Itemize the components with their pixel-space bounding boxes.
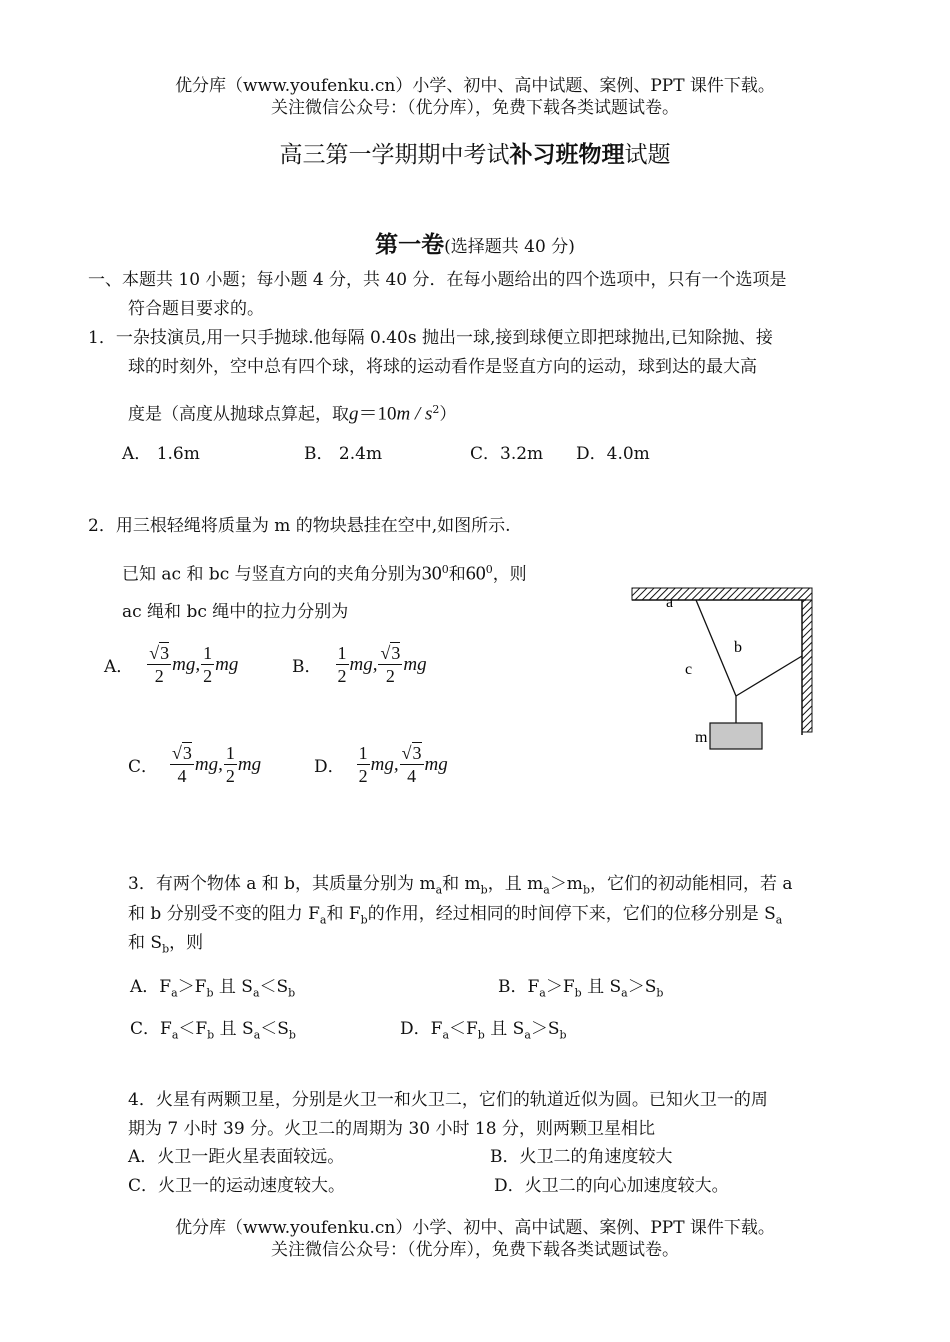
mg-term: mg — [172, 653, 196, 675]
mass-block — [710, 723, 762, 749]
subscript: b — [207, 1028, 215, 1042]
q1-option-c — [470, 442, 543, 466]
section-line-2: 符合题目要求的。 — [128, 299, 264, 319]
wall — [802, 600, 812, 732]
text: ＜F — [178, 1019, 208, 1039]
text: ，且 m — [487, 874, 544, 894]
option-value: 3.2m — [500, 444, 544, 464]
root-symbol: √ — [380, 643, 391, 663]
rope-diagram — [626, 580, 826, 760]
mg-term: mg — [424, 753, 448, 775]
root-symbol: √ — [149, 643, 160, 663]
option-label: A． — [104, 657, 134, 677]
q3-option-d — [400, 1017, 567, 1047]
subscript: b — [288, 986, 296, 1000]
option-label: D． — [494, 1176, 525, 1196]
text: F — [430, 1019, 443, 1039]
option-label: B． — [490, 1147, 520, 1167]
q4-line-1: 4．火星有两颗卫星，分别是火卫一和火卫二，它们的轨道近似为圆。已知火卫一的周 — [128, 1090, 768, 1110]
numerator: 1 — [203, 643, 213, 663]
volume-heading — [0, 226, 950, 259]
formula-g: g — [349, 403, 359, 425]
fraction — [357, 742, 370, 787]
denominator: 2 — [154, 666, 164, 686]
text: 且 S — [214, 1019, 254, 1039]
title-part-1: 高三第一学期期中考试 — [279, 142, 510, 168]
option-label: B． — [292, 657, 322, 677]
volume-note: (选择题共 40 分) — [444, 237, 575, 257]
q1-line-3-end: ） — [439, 404, 457, 425]
footer-line-2: 关注微信公众号：（优分库），免费下载各类试题试卷。 — [271, 1240, 679, 1260]
text: F — [160, 1019, 172, 1039]
q1-option-d — [576, 442, 650, 466]
text: 的作用，经过相同的时间停下来，它们的位移分别是 S — [367, 904, 776, 924]
ceiling — [632, 588, 812, 600]
label-b: b — [734, 639, 742, 656]
fraction — [201, 642, 214, 687]
comma: , — [393, 753, 399, 775]
numerator: 1 — [225, 743, 235, 763]
text: 和 S — [128, 933, 163, 953]
subscript: a — [171, 986, 178, 1000]
rope-bc — [736, 656, 802, 696]
denominator: 4 — [407, 766, 417, 786]
subscript: a — [524, 1028, 531, 1042]
q2-line-2 — [122, 558, 527, 587]
fraction — [336, 642, 349, 687]
sqrt — [380, 642, 400, 664]
text: 且 S — [213, 977, 253, 997]
subscript: b — [288, 1028, 296, 1042]
subscript: a — [621, 986, 628, 1000]
fraction — [147, 642, 171, 687]
sqrt — [172, 742, 192, 764]
denominator: 2 — [385, 666, 395, 686]
label-c: c — [685, 661, 693, 678]
text: ＞m — [549, 874, 583, 894]
subscript: b — [162, 942, 170, 956]
radicand: 3 — [160, 643, 170, 663]
comma: , — [218, 753, 223, 775]
text: 且 S — [581, 977, 622, 997]
option-label: C． — [130, 1019, 161, 1039]
radicand: 3 — [182, 743, 192, 763]
and-text: 和 — [448, 564, 466, 585]
subscript: a — [171, 1028, 179, 1042]
root-symbol: √ — [172, 743, 182, 763]
sqrt — [149, 642, 169, 664]
option-label: C． — [470, 444, 501, 464]
radicand: 3 — [412, 743, 422, 763]
option-label: A． — [122, 444, 152, 464]
q1-line-3 — [128, 398, 456, 427]
formula-sup: 2 — [432, 403, 440, 416]
q2-option-c — [128, 742, 261, 787]
option-label: A． — [130, 977, 160, 997]
sqrt — [402, 742, 422, 764]
q1-option-a — [122, 442, 200, 466]
angle-60: 60 — [465, 562, 486, 585]
degree-mark: 0 — [485, 563, 493, 576]
option-text: 火卫一距火星表面较远。 — [157, 1147, 345, 1167]
q4-option-d — [494, 1174, 729, 1198]
subscript: a — [543, 883, 550, 897]
numerator: 1 — [337, 643, 347, 663]
angle-30: 30 — [421, 562, 442, 585]
section-line-1: 一、本题共 10 小题；每小题 4 分，共 40 分．在每小题给出的四个选项中，只有一个选项是 — [88, 270, 787, 290]
text: ，它们的初动能相同，若 a — [589, 874, 793, 894]
rope-ac — [696, 600, 736, 696]
subscript: b — [206, 986, 214, 1000]
subscript: b — [360, 913, 368, 927]
text: ，则 — [169, 933, 204, 953]
header-line-2: 关注微信公众号：（优分库），免费下载各类试题试卷。 — [271, 98, 679, 118]
fraction — [224, 742, 237, 787]
subscript: a — [435, 883, 443, 897]
text: ＞S — [530, 1019, 560, 1039]
mg-term: mg — [194, 753, 219, 775]
option-label: D． — [576, 444, 607, 464]
header-line-1: 优分库（www.youfenku.cn）小学、初中、高中试题、案例、PPT 课件下载。 — [175, 76, 775, 96]
option-value: 2.4m — [338, 444, 383, 464]
text: F — [527, 977, 540, 997]
q3-option-c — [130, 1017, 296, 1047]
q1-line-1: 1．一杂技演员,用一只手抛球.他每隔 0.40s 抛出一球,接到球便立即把球抛出,已知除抛、接 — [88, 328, 773, 348]
title-part-3: 试题 — [624, 142, 671, 168]
fraction — [378, 642, 402, 687]
q2-option-b — [292, 642, 427, 687]
option-label: C． — [128, 757, 159, 777]
mg-term: mg — [215, 653, 239, 675]
text: ＞S — [627, 977, 657, 997]
q4-line-2: 期为 7 小时 39 分。火卫二的周期为 30 小时 18 分，则两颗卫星相比 — [128, 1119, 655, 1139]
q2-option-a — [104, 642, 238, 687]
q4-option-b — [490, 1145, 673, 1169]
fraction — [400, 742, 424, 787]
text: 且 S — [484, 1019, 525, 1039]
degree-mark: 0 — [441, 563, 449, 576]
subscript: b — [656, 986, 664, 1000]
subscript: b — [480, 883, 488, 897]
text: 和 b 分别受不变的阻力 F — [128, 904, 320, 924]
radicand: 3 — [391, 643, 401, 663]
subscript: a — [775, 913, 783, 927]
label-m: m — [695, 729, 708, 746]
q2-option-d — [314, 742, 448, 787]
q3-line-1 — [128, 872, 793, 902]
root-symbol: √ — [401, 743, 412, 763]
q3-option-a — [130, 975, 295, 1005]
title-part-2: 补习班物理 — [509, 141, 625, 168]
text: ＜F — [449, 1019, 478, 1039]
q1-line-2: 球的时刻外，空中总有四个球，将球的运动看作是竖直方向的运动，球到达的最大高 — [128, 357, 757, 377]
mg-term: mg — [237, 753, 262, 775]
option-label: A． — [128, 1147, 158, 1167]
option-text: 火卫二的角速度较大 — [519, 1147, 673, 1167]
subscript: b — [574, 986, 582, 1000]
denominator: 4 — [177, 766, 187, 786]
q3-option-b — [498, 975, 663, 1005]
label-a: a — [666, 594, 674, 611]
numerator: 1 — [358, 743, 368, 763]
subscript: a — [253, 1028, 261, 1042]
subscript: a — [319, 913, 327, 927]
text: ＞F — [177, 977, 207, 997]
subscript: b — [477, 1028, 485, 1042]
q3-line-3 — [128, 931, 203, 961]
denominator: 2 — [203, 666, 213, 686]
formula-eq: ＝10 — [358, 403, 397, 425]
text: F — [159, 977, 172, 997]
subscript: b — [559, 1028, 567, 1042]
subscript: a — [539, 986, 546, 1000]
q2-line-1: 2．用三根轻绳将质量为 m 的物块悬挂在空中,如图所示. — [88, 516, 511, 536]
comma: , — [372, 653, 378, 675]
text: ＜S — [259, 977, 289, 997]
subscript: a — [252, 986, 260, 1000]
denominator: 2 — [358, 766, 368, 786]
mg-term: mg — [370, 753, 394, 775]
q2-line-2-end: ，则 — [492, 564, 527, 585]
mg-term: mg — [349, 653, 373, 675]
footer-line-1: 优分库（www.youfenku.cn）小学、初中、高中试题、案例、PPT 课件下载。 — [175, 1218, 775, 1238]
subscript: a — [442, 1028, 449, 1042]
q4-option-a — [128, 1145, 344, 1169]
text: 和 F — [326, 904, 361, 924]
option-label: B． — [304, 444, 334, 464]
comma: , — [195, 653, 201, 675]
q1-option-b — [304, 442, 382, 466]
formula-ms: m / s — [396, 403, 433, 425]
option-label: B． — [498, 977, 528, 997]
option-label: C． — [128, 1176, 159, 1196]
q1-line-3-text: 度是（高度从抛球点算起，取 — [128, 404, 349, 425]
option-text: 火卫二的向心加速度较大。 — [524, 1176, 729, 1196]
q2-line-2-text: 已知 ac 和 bc 与竖直方向的夹角分别为 — [122, 564, 422, 585]
mg-term: mg — [403, 653, 427, 675]
denominator: 2 — [225, 766, 235, 786]
fraction — [170, 742, 194, 787]
option-label: D． — [400, 1019, 431, 1039]
q3-line-2 — [128, 902, 782, 932]
page-title — [0, 136, 950, 169]
option-value: 4.0m — [606, 444, 650, 464]
option-value: 1.6m — [156, 444, 200, 464]
text: ＞F — [545, 977, 575, 997]
subscript: b — [582, 883, 590, 897]
q4-option-c — [128, 1174, 345, 1198]
option-label: D． — [314, 757, 345, 777]
volume-title: 第一卷 — [375, 231, 445, 258]
text: ＜S — [260, 1019, 289, 1039]
text: 和 m — [442, 874, 481, 894]
text: 3．有两个物体 a 和 b，其质量分别为 m — [128, 874, 436, 894]
denominator: 2 — [337, 666, 347, 686]
q2-line-3: ac 绳和 bc 绳中的拉力分别为 — [122, 602, 349, 622]
option-text: 火卫一的运动速度较大。 — [158, 1176, 346, 1196]
